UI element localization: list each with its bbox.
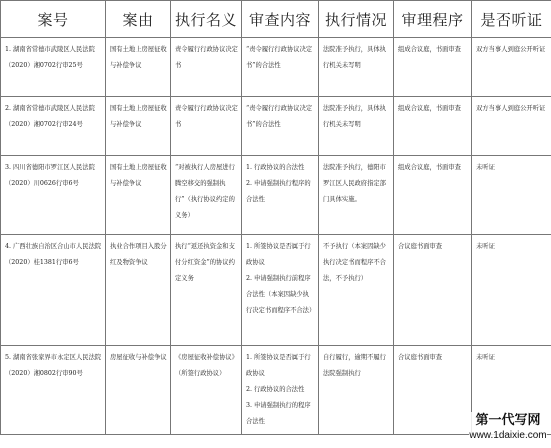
table-row (1, 235, 551, 346)
watermark-url: www.1daixie.com (469, 430, 547, 441)
cell-enforcement-status: 法院准予执行，德阳市罗江区人民政府指定部门具体实施。 (319, 156, 394, 235)
cell-enforcement-status: 法院准予执行，具体执行机关未写明 (319, 38, 394, 97)
cell-case-number: 2. 湖南省常德市武陵区人民法院（2020）湘0702行审24号 (1, 97, 106, 156)
cell-review-content: “责令履行行政协议决定书”的合法性 (242, 38, 319, 97)
cell-hearing: 未听证 (472, 235, 551, 346)
table-row (1, 156, 551, 235)
cell-hearing: 双方当事人到庭公开听证 (472, 97, 551, 156)
header-review-content: 审查内容 (242, 1, 319, 38)
cell-enforcement-title: 责令履行行政协议决定书 (171, 38, 242, 97)
cell-case-number: 3. 四川省德阳市罗江区人民法院（2020）川0626行审6号 (1, 156, 106, 235)
cell-enforcement-title: 《房屋征收补偿协议》（所签行政协议） (171, 346, 242, 435)
cell-procedure: 组成合议庭，书面审查 (394, 38, 472, 97)
header-row (1, 1, 551, 38)
cell-enforcement-status: 法院准予执行，具体执行机关未写明 (319, 97, 394, 156)
header-enforcement-status: 执行情况 (319, 1, 394, 38)
watermark-name: 第一代写网 (475, 413, 541, 428)
cell-review-content: 1. 行政协议的合法性 2. 申请强制执行程序的合法性 (242, 156, 319, 235)
site-watermark (469, 412, 547, 446)
cell-cause: 国有土地上房屋征收与补偿争议 (106, 156, 171, 235)
table-row (1, 97, 551, 156)
cell-case-number: 4. 广西壮族自治区合山市人民法院（2020）桂1381行审6号 (1, 235, 106, 346)
header-procedure: 审理程序 (394, 1, 472, 38)
cell-procedure: 合议庭书面审查 (394, 346, 472, 435)
cell-cause: 房屋征收与补偿争议 (106, 346, 171, 435)
cell-cause: 国有土地上房屋征收与补偿争议 (106, 38, 171, 97)
cell-enforcement-title: “对被执行人房屋进行腾空移交的强制执行”（执行协议约定的义务） (171, 156, 242, 235)
cell-cause: 国有土地上房屋征收与补偿争议 (106, 97, 171, 156)
cell-cause: 执业合作项目入股分红及物资争议 (106, 235, 171, 346)
cell-procedure: 组成合议庭，书面审查 (394, 97, 472, 156)
cell-enforcement-title: 执行“返还执资金和支付分红资金”的协议约定义务 (171, 235, 242, 346)
header-cause: 案由 (106, 1, 171, 38)
header-hearing: 是否听证 (472, 1, 551, 38)
header-enforcement-title: 执行名义 (171, 1, 242, 38)
cell-hearing: 双方当事人到庭公开听证 (472, 38, 551, 97)
cell-enforcement-title: 责令履行行政协议决定书 (171, 97, 242, 156)
cell-procedure: 组成合议庭，书面审查 (394, 156, 472, 235)
cell-review-content: “责令履行行政协议决定书”的合法性 (242, 97, 319, 156)
cell-enforcement-status: 不予执行（本案因缺少执行决定书而程序不合法，不予执行） (319, 235, 394, 346)
cell-case-number: 1. 湖南省常德市武陵区人民法院（2020）湘0702行审25号 (1, 38, 106, 97)
cell-review-content: 1. 所签协议是否属于行政协议 2. 申请强制执行前程序合法性（本案因缺少执行决定书而程序不合法） (242, 235, 319, 346)
table-row (1, 38, 551, 97)
cell-hearing: 未听证 (472, 156, 551, 235)
cell-enforcement-status: 自行履行，逾期不履行法院强制执行 (319, 346, 394, 435)
cell-case-number: 5. 湖南省张家界市永定区人民法院（2020）湘0802行审90号 (1, 346, 106, 435)
cell-procedure: 合议庭书面审查 (394, 235, 472, 346)
cell-review-content: 1. 所签协议是否属于行政协议 2. 行政协议的合法性 3. 申请强制执行的程序合法性 (242, 346, 319, 435)
cell-hearing: 未听证 (472, 346, 551, 435)
header-case-number: 案号 (1, 1, 106, 38)
